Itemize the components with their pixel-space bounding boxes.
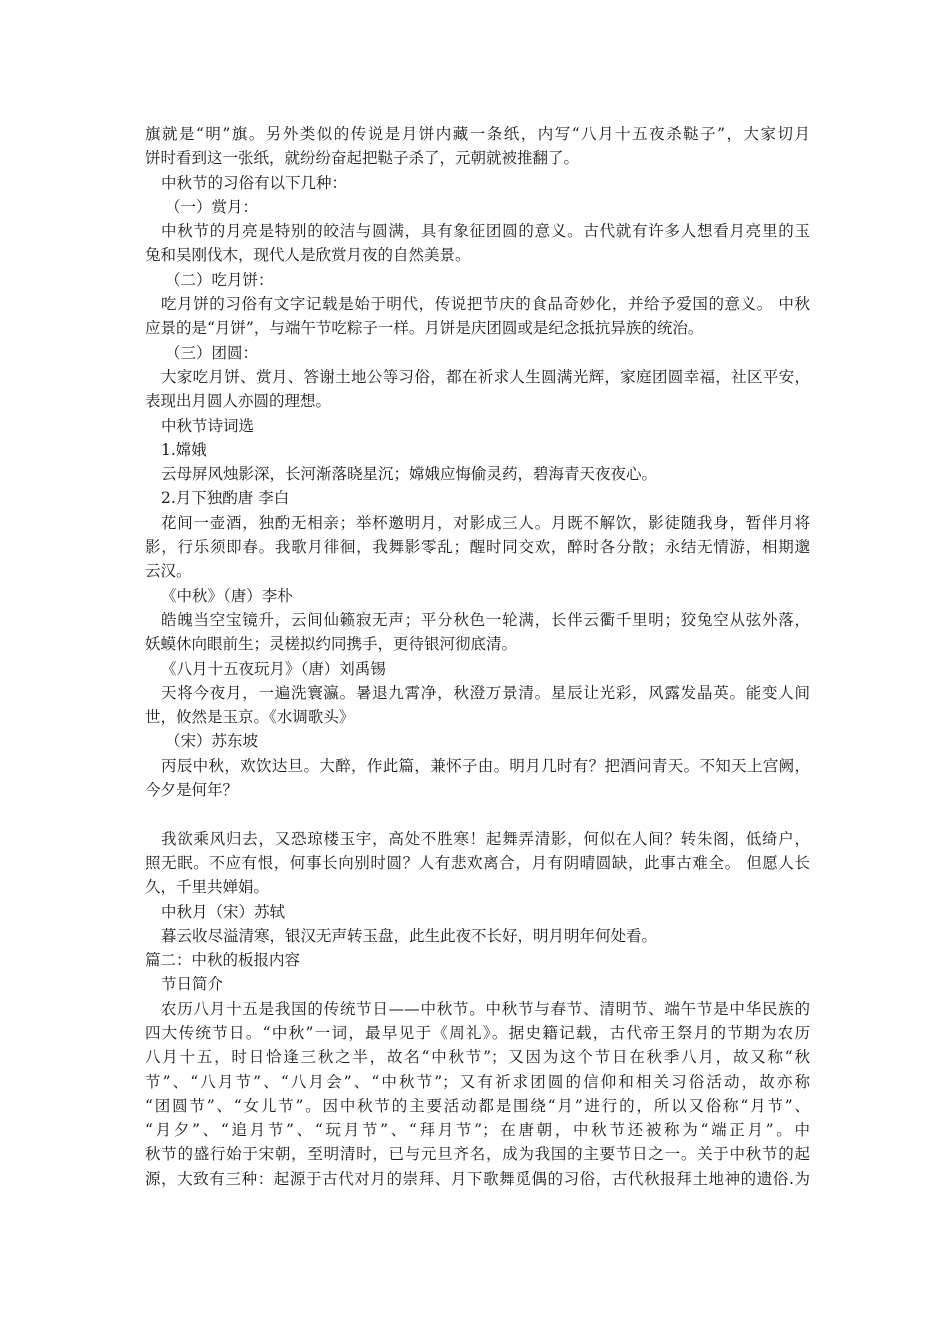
body-text (145, 122, 810, 1191)
text-line: （宋）苏东坡 (165, 732, 259, 751)
text-line: 1.嫦娥 (161, 440, 207, 459)
text-line: 中秋节的月亮是特别的皎洁与圆满，具有象征团圆的意义。古代就有许多人想看月亮里的玉 (161, 222, 810, 241)
text-line: 影，行乐须即春。我歌月徘徊，我舞影零乱；醒时同交欢，醉时各分散；永结无情游，相期邈 (145, 538, 810, 557)
text-line: 中秋节诗词选 (161, 416, 255, 435)
text-line: 饼时看到这一张纸，就纷纷奋起把鞑子杀了，元朝就被推翻了。 (145, 149, 580, 168)
text-line: 农历八月十五是我国的传统节日——中秋节。中秋节与春节、清明节、端午节是中华民族的 (161, 999, 810, 1018)
text-line: 我欲乘风归去，又恐琼楼玉宇，高处不胜寒！起舞弄清影，何似在人间？转朱阁，低绮户， (161, 829, 810, 848)
text-line: 节日简介 (161, 975, 224, 994)
text-line: 《八月十五夜玩月》（唐）刘禹锡 (161, 659, 386, 678)
text-line: 表现出月圆人亦圆的理想。 (145, 392, 332, 411)
text-line: 秋节的盛行始于宋朝，至明清时，已与元旦齐名，成为我国的主要节日之一。关于中秋节的起 (145, 1145, 810, 1164)
text-line: （二）吃月饼： (165, 270, 274, 289)
text-line: 旗就是“明”旗。另外类似的传说是月饼内藏一条纸，内写“八月十五夜杀鞑子”，大家切月 (145, 125, 810, 143)
text-line: 源，大致有三种：起源于古代对月的崇拜、月下歌舞觅偶的习俗，古代秋报拜土地神的遗俗.为 (145, 1169, 810, 1188)
text-line: 应景的是“月饼”，与端午节吃粽子一样。月饼是庆团圆或是纪念抵抗异族的统治。 (145, 319, 704, 338)
text-line: 四大传统节日。“中秋”一词，最早见于《周礼》。据史籍记载，古代帝王祭月的节期为农历 (145, 1023, 810, 1042)
text-line: 云汉。 (145, 562, 192, 581)
text-line: 丙辰中秋，欢饮达旦。大醉，作此篇，兼怀子由。明月几时有？把酒问青天。不知天上宫阙， (161, 756, 810, 775)
text-line: “团圆节”、“女儿节”。因中秋节的主要活动都是围绕“月”进行的，所以又俗称“月节”、 (145, 1096, 810, 1115)
text-line: 节”、“八月节”、“八月会”、“中秋节”；又有祈求团圆的信仰和相关习俗活动，故亦称 (145, 1072, 810, 1091)
text-line: 篇二：中秋的板报内容 (145, 951, 301, 970)
text-line: （一）赏月： (165, 197, 259, 216)
text-line: 世，攸然是玉京。《水调歌头》 (145, 708, 355, 727)
text-line: 八月十五，时日恰逢三秋之半，故名“中秋节”；又因为这个节日在秋季八月，故又称“秋 (145, 1048, 810, 1067)
text-line: 中秋节的习俗有以下几种： (161, 173, 348, 192)
text-line: 照无眠。不应有恨，何事长向别时圆？人有悲欢离合，月有阴晴圆缺，此事古难全。 但愿人长 (145, 853, 810, 872)
text-line: 花间一壶酒，独酌无相亲；举杯邀明月，对影成三人。月既不解饮，影徒随我身，暂伴月将 (161, 513, 810, 532)
blank-line (145, 802, 810, 826)
text-line: 久，千里共婵娟。 (145, 878, 270, 897)
text-line: 皓魄当空宝镜升，云间仙籁寂无声；平分秋色一轮满，长伴云衢千里明；狡兔空从弦外落， (161, 610, 810, 629)
text-line: 大家吃月饼、赏月、答谢土地公等习俗，都在祈求人生圆满光辉，家庭团圆幸福，社区平安， (161, 367, 810, 386)
text-line: “月夕”、“追月节”、“玩月节”、“拜月节”；在唐朝，中秋节还被称为“端正月”。中 (145, 1121, 810, 1140)
text-line: 《中秋》（唐）李朴 (161, 586, 293, 605)
text-line: 兔和吴刚伐木，现代人是欣赏月夜的自然美景。 (145, 246, 471, 265)
text-line: 2.月下独酌唐 李白 (161, 489, 290, 508)
text-line: 今夕是何年？ (145, 781, 239, 800)
text-line: 妖蟆休向眼前生；灵槎拟约同携手，更待银河彻底清。 (145, 635, 518, 654)
text-line: 暮云收尽溢清寒，银汉无声转玉盘，此生此夜不长好，明月明年何处看。 (161, 926, 658, 945)
text-line: 吃月饼的习俗有文字记载是始于明代，传说把节庆的食品奇妙化，并给予爱国的意义。 中秋 (161, 295, 810, 314)
text-line: （三）团圆： (165, 343, 259, 362)
text-line: 天将今夜月，一遍洗寰瀛。暑退九霄净，秋澄万景清。星辰让光彩，风露发晶英。能变人间 (161, 683, 810, 702)
text-line: 中秋月（宋）苏轼 (161, 902, 286, 921)
text-line: 云母屏风烛影深，长河渐落晓星沉；嫦娥应悔偷灵药，碧海青天夜夜心。 (161, 465, 658, 484)
